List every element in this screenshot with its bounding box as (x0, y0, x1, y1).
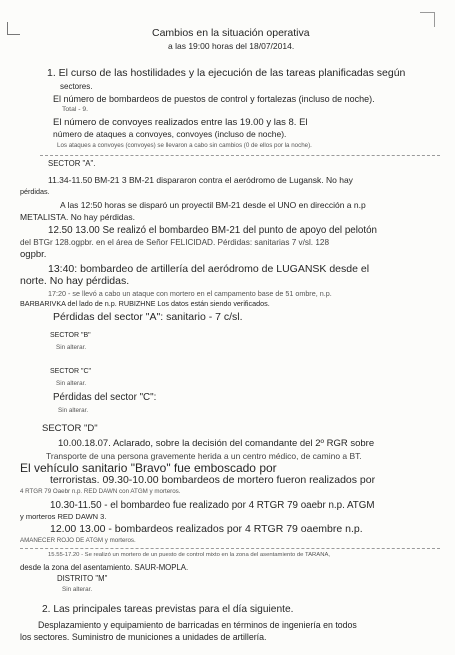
sector-b-status: Sin alterar. (56, 344, 87, 351)
district-m-label: DISTRITO "M" (57, 574, 108, 583)
separator (20, 548, 440, 549)
sector-d-event-2-cont2: 4 RTGR 79 Oaebr n.p. RED DAWN con ATGM y morteros. (20, 488, 181, 495)
sector-a-event-2-cont: METALISTA. No hay pérdidas. (20, 212, 135, 222)
sector-d-event-4-cont: AMANECER ROJO DE ATGM y morteros. (20, 537, 136, 544)
sector-c-losses-status: Sin alterar. (58, 407, 89, 414)
crop-mark (7, 22, 20, 35)
sector-a-event-1-cont: pérdidas. (20, 187, 50, 196)
bombing-count-line: El número de bombardeos de puestos de control y fortalezas (incluso de noche). (53, 94, 375, 104)
section1-heading: 1. El curso de las hostilidades y la ejecución de las tareas planificadas según (47, 67, 406, 79)
separator (40, 155, 440, 156)
section2-line-2: los sectores. Suministro de municiones a unidades de artillería. (20, 632, 267, 642)
sector-a-event-4-cont: norte. No hay pérdidas. (20, 275, 130, 287)
sector-c-losses: Pérdidas del sector "C": (53, 392, 157, 403)
convoy-attacks-line: número de ataques a convoyes, convoyes (incluso de noche). (53, 129, 287, 139)
sector-a-event-5: 17:20 - se llevó a cabo un ataque con mortero en el campamento base de 51 ombre, n.p. (48, 289, 332, 298)
bombing-total: Total - 9. (62, 106, 89, 113)
sector-d-event-3: 10.30-11.50 - el bombardeo fue realizado por 4 RTGR 79 oaebr n.p. ATGM (50, 500, 375, 511)
sector-a-label: SECTOR "A". (48, 159, 96, 168)
sector-d-event-1: 10.00.18.07. Aclarado, sobre la decisión del comandante del 2º RGR sobre (58, 438, 375, 449)
sector-c-status: Sin alterar. (56, 380, 87, 387)
sector-d-event-5: 15.55-17.20 - Se realizó un mortero de un puesto de control mixto en la zona del asentamiento de TARANA, (48, 552, 331, 558)
sector-d-event-2-cont: terroristas. 09.30-10.00 bombardeos de mortero fueron realizados por (50, 474, 376, 486)
convoys-note: Los ataques a convoyes (convoyes) se llevaron a cabo sin cambios (0 de ellos por la noche). (57, 142, 312, 149)
sector-d-event-2: El vehículo sanitario "Bravo" fue emboscado por (20, 461, 277, 475)
sector-a-event-3-cont: del BTGr 128.ogpbr. en el área de Señor FELICIDAD. Pérdidas: sanitarias 7 v/sl. 128 (20, 238, 330, 247)
section2-heading: 2. Las principales tareas previstas para el día siguiente. (42, 604, 294, 615)
document-subtitle: a las 19:00 horas del 18/07/2014. (168, 41, 295, 51)
sector-d-event-3-cont: y morteros RED DAWN 3. (20, 512, 107, 521)
sector-d-event-1-cont: Transporte de una persona gravemente herida a un centro médico, de camino a BT. (46, 451, 362, 461)
sector-a-event-4: 13:40: bombardeo de artillería del aeródromo de LUGANSK desde el (48, 263, 370, 275)
sector-c-label: SECTOR "C" (50, 368, 92, 375)
sector-a-event-1: 11.34-11.50 BM-21 3 BM-21 dispararon contra el aeródromo de Lugansk. No hay (48, 175, 353, 185)
sector-d-label: SECTOR "D" (42, 423, 98, 434)
sector-a-event-3: 12.50 13.00 Se realizó el bombardeo BM-21 del punto de apoyo del pelotón (48, 225, 377, 236)
sector-d-event-4: 12.00 13.00 - bombardeos realizados por 4 RTGR 79 oaembre n.p. (50, 523, 363, 535)
sector-d-event-5-cont: desde la zona del asentamiento. SAUR-MOPLA. (20, 563, 189, 572)
document-title: Cambios en la situación operativa (152, 27, 310, 39)
district-m-status: Sin alterar. (62, 586, 93, 593)
sector-b-label: SECTOR "B" (50, 332, 91, 339)
convoys-line: El número de convoyes realizados entre las 19.00 y las 8. El (53, 117, 308, 128)
sector-a-event-2: A las 12:50 horas se disparó un proyectil BM-21 desde el UNO en dirección a n.p (60, 200, 366, 210)
sector-a-losses: Pérdidas del sector "A": sanitario - 7 c/sl. (53, 311, 243, 323)
sector-a-event-3-cont2: ogpbr. (20, 249, 47, 260)
section1-heading-cont: sectores. (60, 82, 93, 91)
sector-a-event-5-cont: BARBARIVKA del lado de n.p. RUBIZHNE Los datos están siendo verificados. (20, 299, 270, 308)
section2-line-1: Desplazamiento y equipamiento de barricadas en términos de ingeniería en todos (38, 620, 357, 630)
crop-mark (420, 12, 435, 27)
